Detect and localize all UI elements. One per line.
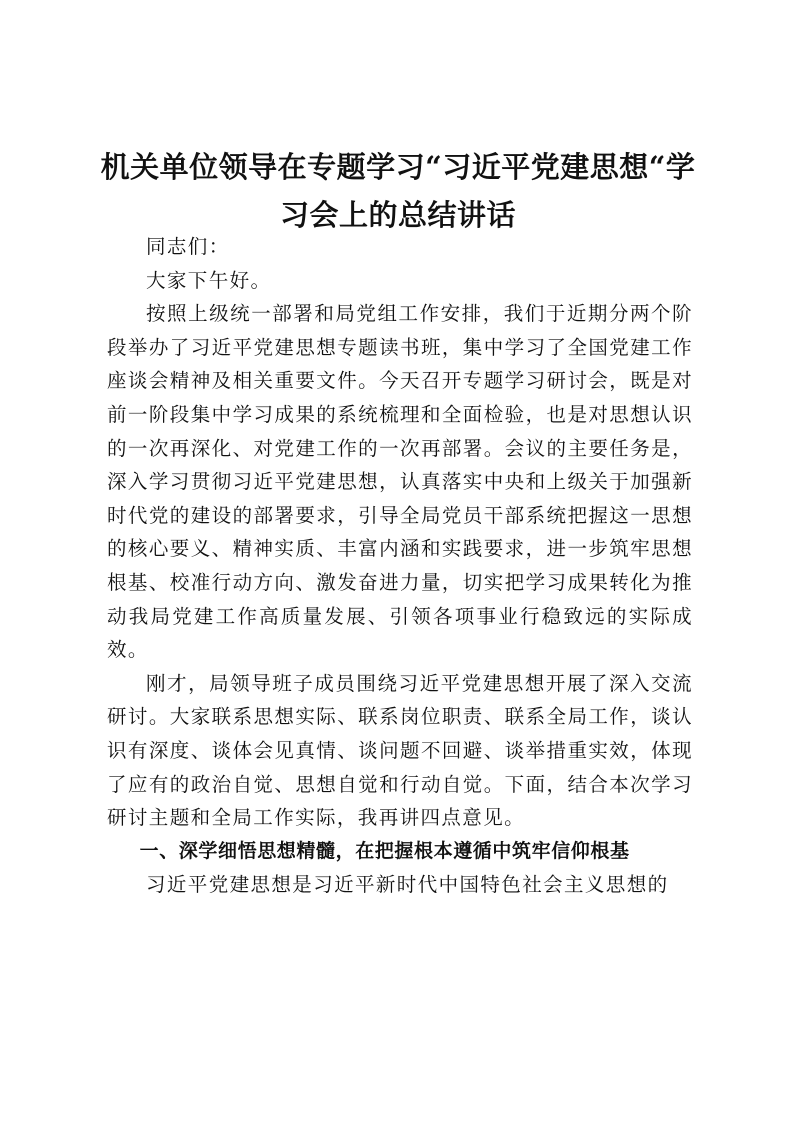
greeting: 大家下午好。 <box>146 268 272 292</box>
paragraph-intro: 按照上级统一部署和局党组工作安排，我们于近期分两个阶段举办了习近平党建思想专题读书班，集中学习了全国党建工作座谈会精神及相关重要文件。今天召开专题学习研讨会，既是对前一阶段集中学习成果的系统梳理和全面检验，也是对思想认识的一次再深化、对党建工作的一次再部署。会议的主要任务是，深入学习贯彻习近平党建思想，认真落实中央和上级关于加强新时代党的建设的部署要求，引导全局党员干部系统把握这一思想的核心要义、精神实质、丰富内涵和实践要求，进一步筑牢思想根基、校准行动方向、激发奋进力量，切实把学习成果转化为推动我局党建工作高质量发展、引领各项事业行稳致远的实际成效。 <box>107 302 693 662</box>
salutation: 同志们： <box>146 235 230 258</box>
document-body <box>107 230 693 902</box>
section-heading: 一、深学细悟思想精髓，在把握根本遵循中筑牢信仰根基 <box>139 839 630 862</box>
section-paragraph: 习近平党建思想是习近平新时代中国特色社会主义思想的 <box>146 873 669 897</box>
document-title: 机关单位领导在专题学习“习近平党建思想“学习会上的总结讲话 <box>100 150 696 232</box>
paragraph-summary: 刚才，局领导班子成员围绕习近平党建思想开展了深入交流研讨。大家联系思想实际、联系岗位职责、联系全局工作，谈认识有深度、谈体会见真情、谈问题不回避、谈举措重实效，体现了应有的政治自觉、思想自觉和行动自觉。下面，结合本次学习研讨主题和全局工作实际，我再讲四点意见。 <box>107 671 693 830</box>
